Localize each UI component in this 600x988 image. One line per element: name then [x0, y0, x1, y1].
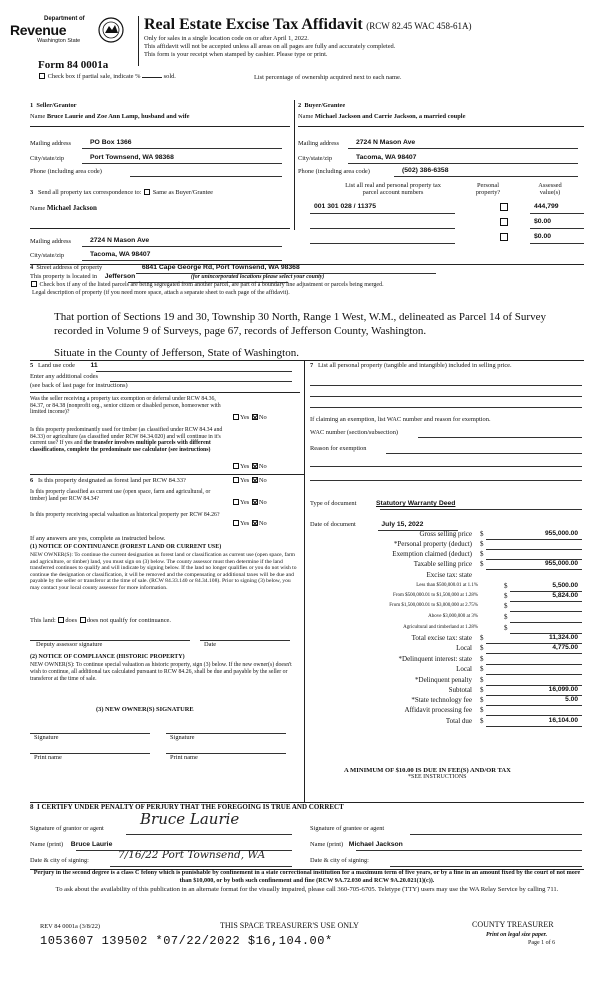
- header-note-1: Only for sales in a single location code on or after April 1, 2022.: [144, 35, 309, 42]
- tax-row-label: Total due: [445, 717, 472, 725]
- owner-print-label-1: Print name: [34, 754, 62, 761]
- situate-county[interactable]: Situate in the County of Jefferson, State of Washington.: [54, 347, 299, 359]
- partial-sale-checkbox[interactable]: [39, 73, 45, 79]
- tax-row-label: Gross selling price: [419, 530, 472, 538]
- tax-row: [306, 571, 584, 581]
- parcel-row: [310, 231, 585, 245]
- tax-row: [306, 530, 584, 540]
- street-label: Street address of property: [36, 264, 103, 271]
- no-label: No: [258, 463, 267, 470]
- grantor-name-value[interactable]: Bruce Laurie: [70, 841, 113, 848]
- tax-row: [306, 706, 584, 716]
- document-type-value[interactable]: Statutory Warranty Deed: [376, 500, 456, 507]
- form-title: [144, 16, 471, 34]
- yes-label: Yes: [240, 520, 250, 527]
- segregated-checkbox[interactable]: [31, 281, 37, 287]
- buyer-name-label: Name: [298, 113, 314, 120]
- notice-continuance-title: (1) NOTICE OF CONTINUANCE (FOREST LAND OR CURRENT USE): [30, 544, 222, 550]
- section3-city-label: City/state/zip: [30, 252, 65, 259]
- tax-correspondence-row: [30, 189, 213, 196]
- buyer-name-row: [298, 113, 465, 120]
- personal-property-checkbox[interactable]: [500, 203, 508, 211]
- timber-answer: [232, 463, 267, 470]
- section3-text: Send all property tax correspondence to:: [38, 189, 142, 196]
- tax-row-currency: $: [504, 582, 508, 590]
- tax-row-label: Local: [456, 665, 472, 673]
- perjury-warning: Perjury in the second degree is a class C felony which is punishable by confinement in a state correctional institution for a maximum term of five years, or by a fine in an amount fixed by the court of not more than $10,000, or by both such confinement and fine (RCW 9A.72.030 and RCW 9A.20.021(1)(c)).: [33, 869, 581, 884]
- current-use-answer: [232, 499, 267, 506]
- tax-row-label: Above $3,000,000 at 3%: [428, 614, 478, 619]
- partial-sold-label: sold.: [163, 73, 176, 80]
- timber-yes-checkbox[interactable]: [233, 463, 239, 469]
- tax-row: [306, 655, 584, 665]
- personal-property-checkbox[interactable]: [500, 218, 508, 226]
- does-checkbox[interactable]: [58, 617, 64, 623]
- notice-compliance-title: (2) NOTICE OF COMPLIANCE (HISTORIC PROPERTY): [30, 654, 185, 660]
- tax-row-value[interactable]: 4,775.00: [552, 644, 578, 651]
- street-value[interactable]: 6841 Cape George Rd, Port Townsend, WA 98368: [141, 264, 300, 271]
- tax-row: [306, 644, 584, 654]
- buyer-phone-value[interactable]: (502) 386-6358: [402, 167, 449, 174]
- section8-no: 8: [30, 803, 34, 811]
- tax-row: [306, 540, 584, 550]
- segregated-row: [30, 281, 384, 289]
- assessed-value[interactable]: 444,799: [534, 203, 559, 210]
- section3-name-label: Name: [30, 205, 46, 212]
- tax-row-label: Excise tax: state: [426, 571, 472, 579]
- deputy-signature-label: Deputy assessor signature: [36, 641, 103, 648]
- document-type-label: Type of document: [310, 500, 357, 507]
- buyer-city-label: City/state/zip: [298, 155, 333, 162]
- tax-row-label: *Delinquent penalty: [415, 676, 472, 684]
- tax-row: [306, 613, 584, 623]
- tax-row-currency: $: [480, 655, 484, 663]
- assessed-value[interactable]: $0.00: [534, 218, 552, 225]
- dept-line-3: Washington State: [37, 38, 81, 44]
- current-use-yes-checkbox[interactable]: [233, 499, 239, 505]
- current-use-no-checkbox[interactable]: [252, 499, 258, 505]
- form-title-text: Real Estate Excise Tax Affidavit: [144, 16, 363, 33]
- exemption-no-checkbox[interactable]: [252, 414, 258, 420]
- owner-signature-label-2: Signature: [170, 734, 195, 741]
- tax-row-currency: $: [480, 665, 484, 673]
- forest-no-checkbox[interactable]: [252, 477, 258, 483]
- located-value[interactable]: Jefferson: [104, 273, 136, 280]
- seller-mailing-label: Mailing address: [30, 140, 71, 147]
- minimum-due-note: A MINIMUM OF $10.00 IS DUE IN FEE(S) AND/OR TAX: [344, 767, 511, 774]
- notice-continuance-body: NEW OWNER(S): To continue the current designation as forest land or classification as current use (open space, farm and agriculture, or timber) land, you must sign on (3) below. The county assessor must then determine if the land transferred continues to qualify and will indicate by signing below. If the land no longer qualifies or you do not wish to continue the designation or classification, it will be removed and the compensating or additional taxes will be due and payable by the seller or transferor at the time of sale. (RCW 84.33.140 or 84.34.108). Prior to signing (3) below, you may contact your local county assessor for more information.: [30, 552, 297, 591]
- header-note-2: This affidavit will not be accepted unless all areas on all pages are fully and accurately completed.: [144, 43, 396, 50]
- tax-row: [306, 624, 584, 634]
- grantor-date-city-value[interactable]: 7/16/22 Port Townsend, WA: [118, 849, 266, 861]
- form-title-rcw: (RCW 82.45 WAC 458-61A): [366, 21, 472, 31]
- segregated-label: Check box if any of the listed parcels are being segregated from another parcel, are part of a boundary line adjustment or parcels being merged.: [39, 282, 384, 288]
- tax-row-label: Exemption claimed (deduct): [392, 550, 472, 558]
- section3-name-value[interactable]: Michael Jackson: [46, 204, 97, 212]
- tax-row-label: *Personal property (deduct): [393, 540, 472, 548]
- timber-question-text: Is this property predominantly used for timber (as classified under RCW 84.34 and 84.33) or agriculture (as classified under RCW 84.34.020) and will continue in it's current use? If yes and: [30, 427, 223, 447]
- section3-mailing-value[interactable]: 2724 N Mason Ave: [90, 237, 150, 244]
- no-label: No: [258, 414, 267, 421]
- deputy-date-label: Date: [204, 641, 217, 648]
- does-not-checkbox[interactable]: [80, 617, 86, 623]
- tax-row: [306, 592, 584, 602]
- land-use-value[interactable]: 11: [90, 362, 98, 369]
- seller-name-value[interactable]: Bruce Laurie and Zoe Ann Lamp, husband and wife: [46, 113, 190, 120]
- section3-no: 3: [30, 189, 34, 196]
- section3-name-row: [30, 204, 97, 212]
- form-number: Form 84 0001a: [38, 59, 109, 71]
- seller-heading-text: Seller/Grantor: [36, 102, 77, 109]
- buyer-heading: [298, 102, 345, 109]
- section5-no: 5: [30, 362, 34, 369]
- exemption-question: Was the seller receiving a property tax exemption or deferral under RCW 84.36, 84.37, or 84.38 (nonprofit org., senior citizen or disabled person, homeowner with limited income)?: [30, 396, 221, 416]
- forest-land-text: Is this property designated as forest land per RCW 84.33?: [38, 477, 186, 484]
- see-instructions-note: *SEE INSTRUCTIONS: [408, 774, 467, 780]
- timber-question-bold: the transfer involves multiple parcels with different classifications, complete the predominate use calculator (see instructions): [30, 440, 211, 453]
- historic-no-checkbox[interactable]: [252, 520, 258, 526]
- tax-row-currency: $: [480, 676, 484, 684]
- treasurer-receipt-stamp: 1053607 139502 *07/22/2022 $16,104.00*: [40, 934, 333, 948]
- tax-row-label: Affidavit processing fee: [404, 706, 472, 714]
- timber-question: [30, 427, 235, 454]
- tax-row: [306, 665, 584, 675]
- seller-phone-label: Phone (including area code): [30, 168, 102, 175]
- owner-signature-label-1: Signature: [34, 734, 59, 741]
- tax-row: [306, 560, 584, 570]
- yes-label: Yes: [240, 414, 250, 421]
- grantee-signature-label: Signature of grantee or agent: [310, 825, 385, 832]
- forest-land-answer: [232, 477, 267, 484]
- section6-no: 6: [30, 477, 34, 484]
- tax-row-value[interactable]: 5,500.00: [552, 582, 578, 589]
- tax-row-currency: $: [504, 602, 508, 610]
- exemption-answer: [232, 414, 267, 421]
- tax-row: [306, 676, 584, 686]
- parcel-row: [310, 216, 585, 230]
- tax-row-currency: $: [480, 634, 484, 642]
- county-treasurer: COUNTY TREASURER: [472, 920, 554, 929]
- parcel-header-1: List all real and personal property tax: [345, 182, 441, 189]
- yes-label: Yes: [240, 499, 250, 506]
- same-as-buyer-checkbox[interactable]: [144, 189, 150, 195]
- assessed-value[interactable]: $0.00: [534, 233, 552, 240]
- reason-exemption-label: Reason for exemption: [310, 445, 367, 452]
- land-use-label: Land use code: [38, 362, 75, 369]
- section7-text: List all personal property (tangible and intangible) included in selling price.: [318, 362, 512, 369]
- partial-sale-label: Check box if partial sale, indicate %: [47, 73, 141, 80]
- buyer-name-value[interactable]: Michael Jackson and Carrie Jackson, a married couple: [314, 113, 466, 120]
- personal-property-checkbox[interactable]: [500, 233, 508, 241]
- located-label: This property is located in: [30, 273, 98, 280]
- seller-city-value[interactable]: Port Townsend, WA 98368: [90, 154, 174, 161]
- exemption-claim-label: If claiming an exemption, list WAC number and reason for exemption.: [310, 416, 491, 423]
- tax-row-label: Total excise tax: state: [411, 634, 472, 642]
- tax-row-currency: $: [480, 717, 484, 725]
- this-land-row: [30, 617, 171, 624]
- grantor-date-city-label: Date & city of signing:: [30, 857, 89, 864]
- tax-row-value[interactable]: 16,099.00: [548, 686, 578, 693]
- wac-number-label: WAC number (section/subsection): [310, 429, 399, 436]
- does-label: does: [65, 617, 78, 624]
- located-row: [30, 273, 324, 281]
- tax-row-currency: $: [480, 550, 484, 558]
- tax-row-label: *Delinquent interest: state: [398, 655, 472, 663]
- tax-row-label: Agricultural and timberland at 1.28%: [403, 625, 478, 630]
- grantee-date-city-label: Date & city of signing:: [310, 857, 369, 864]
- personal-header-1: Personal: [476, 182, 499, 189]
- legal-description[interactable]: That portion of Sections 19 and 30, Township 30 North, Range 1 West, W.M., delineated as Parcel 14 of Survey recorded in Volume 9 of Surveys, page 67, records of Jefferson County, Washington.: [54, 311, 546, 338]
- see-back-label: (see back of last page for instructions): [30, 382, 128, 389]
- tax-row: [306, 686, 584, 696]
- tax-calculation: [306, 529, 584, 749]
- yes-label: Yes: [240, 477, 250, 484]
- historic-yes-checkbox[interactable]: [233, 520, 239, 526]
- seller-heading: [30, 102, 77, 109]
- parcel-number[interactable]: 001 301 028 / 11375: [314, 203, 376, 210]
- tax-row-currency: $: [480, 706, 484, 714]
- notice-compliance-body: NEW OWNER(S): To continue special valuation as historic property, sign (3) below. If the new owner(s) doesn't wish to continue, all additional tax calculated pursuant to RCW 84.26, shall be due and payable by the seller or transferor at the time of sale.: [30, 662, 292, 682]
- no-label: No: [258, 520, 267, 527]
- owner-print-label-2: Print name: [170, 754, 198, 761]
- tax-row-value[interactable]: 955,000.00: [544, 560, 578, 567]
- this-land-label: This land:: [30, 617, 56, 624]
- land-use-row: [30, 362, 98, 370]
- tax-row-value[interactable]: 5.00: [565, 696, 578, 703]
- street-address-row: [30, 264, 300, 272]
- historic-answer: [232, 520, 267, 527]
- accessibility-note: To ask about the availability of this publication in an alternate format for the visually impaired, please call 360-705-6705. Teletype (TTY) users may use the WA Relay Service by calling 711.: [55, 886, 559, 893]
- grantee-name-value[interactable]: Michael Jackson: [348, 841, 403, 848]
- tax-row-currency: $: [480, 696, 484, 704]
- tax-row-label: Less than $500,000.01 at 1.1%: [416, 583, 478, 588]
- treasurer-use-only: THIS SPACE TREASURER'S USE ONLY: [220, 921, 359, 930]
- document-date-row: [310, 521, 423, 529]
- forest-land-question: [30, 477, 186, 484]
- grantee-name-label: Name (print): [310, 841, 344, 848]
- yes-label: Yes: [240, 463, 250, 470]
- grantor-signature-label: Signature of grantor or agent: [30, 825, 104, 832]
- grantee-name-row: [310, 841, 403, 849]
- seller-name-row: [30, 113, 189, 120]
- buyer-heading-text: Buyer/Grantee: [304, 102, 346, 109]
- personal-property-row: [310, 362, 580, 369]
- tax-row-currency: $: [504, 613, 508, 621]
- if-yes-note: If any answers are yes, complete as instructed below.: [30, 535, 166, 542]
- certify-text: I CERTIFY UNDER PENALTY OF PERJURY THAT THE FOREGOING IS TRUE AND CORRECT: [37, 803, 344, 811]
- tax-row: [306, 582, 584, 592]
- legal-size-note: Print on legal size paper.: [486, 932, 548, 938]
- current-use-question: Is this property classified as current use (open space, farm and agricultural, or timber) land per RCW 84.34?: [30, 489, 211, 502]
- exemption-yes-checkbox[interactable]: [233, 414, 239, 420]
- tax-row-currency: $: [480, 560, 484, 568]
- tax-row-value[interactable]: 955,000.00: [544, 530, 578, 537]
- tax-row-label: *State technology fee: [411, 696, 472, 704]
- seller-name-label: Name: [30, 113, 46, 120]
- tax-row-label: Subtotal: [448, 686, 472, 694]
- personal-col-header: [470, 182, 506, 197]
- tax-row-value[interactable]: 5,824.00: [552, 592, 578, 599]
- tax-row-label: Taxable selling price: [413, 560, 472, 568]
- historic-question: Is this property receiving special valuation as historical property per RCW 84.26?: [30, 512, 220, 518]
- document-type-row: [310, 500, 455, 508]
- parcel-row: [310, 201, 585, 215]
- dept-line-2: Revenue: [10, 22, 67, 38]
- form-revision: REV 84 0001a (3/8/22): [40, 923, 101, 930]
- additional-codes-label: Enter any additional codes: [30, 373, 98, 380]
- section3-mailing-label: Mailing address: [30, 238, 71, 245]
- dor-logo: [10, 16, 128, 58]
- tax-row-currency: $: [480, 540, 484, 548]
- tax-row-label: Local: [456, 644, 472, 652]
- buyer-mailing-label: Mailing address: [298, 140, 339, 147]
- forest-yes-checkbox[interactable]: [233, 477, 239, 483]
- buyer-section-no: 2: [298, 102, 302, 109]
- grantor-name-row: [30, 841, 112, 849]
- buyer-mailing-value[interactable]: 2724 N Mason Ave: [356, 139, 416, 146]
- dept-line-1: Department of: [44, 16, 85, 22]
- buyer-phone-label: Phone (including area code): [298, 168, 370, 175]
- tax-row: [306, 602, 584, 612]
- section4-no: 4: [30, 264, 34, 271]
- personal-header-2: property?: [475, 189, 501, 197]
- section3-city-value[interactable]: Tacoma, WA 98407: [90, 251, 151, 258]
- tax-row-currency: $: [480, 686, 484, 694]
- unincorporated-note: (for unincorporated locations please select your county): [190, 274, 325, 280]
- header-note-3: This form is your receipt when stamped by cashier. Please type or print.: [144, 51, 328, 58]
- seller-city-label: City/state/zip: [30, 155, 65, 162]
- tax-row: [306, 550, 584, 560]
- grantor-name-label: Name (print): [30, 841, 64, 848]
- section7-no: 7: [310, 362, 314, 369]
- wa-state-seal-icon: [98, 17, 124, 43]
- no-label: No: [258, 499, 267, 506]
- tax-row-currency: $: [480, 530, 484, 538]
- parcel-col-header: [318, 182, 468, 197]
- tax-row-currency: $: [504, 624, 508, 632]
- assessed-header-2: value(s): [539, 189, 561, 197]
- grantor-signature[interactable]: Bruce Laurie: [140, 810, 240, 828]
- partial-sale-row: [38, 73, 176, 80]
- seller-mailing-value[interactable]: PO Box 1366: [90, 139, 132, 146]
- tax-row-currency: $: [504, 592, 508, 600]
- document-date-label: Date of document: [310, 521, 356, 528]
- tax-row-currency: $: [480, 644, 484, 652]
- ownership-note: List percentage of ownership acquired next to each name.: [254, 74, 402, 81]
- tax-row: [306, 634, 584, 644]
- document-date-value[interactable]: July 15, 2022: [381, 521, 424, 528]
- page-number: Page 1 of 6: [528, 940, 556, 946]
- same-as-buyer-label: Same as Buyer/Grantee: [152, 189, 214, 196]
- does-not-label: does not qualify for continuance.: [86, 617, 171, 624]
- no-label: No: [258, 477, 267, 484]
- buyer-city-value[interactable]: Tacoma, WA 98407: [356, 154, 417, 161]
- seller-section-no: 1: [30, 102, 34, 109]
- parcel-header-2: parcel account numbers: [362, 189, 424, 197]
- new-owner-signature-heading: (3) NEW OWNER(S) SIGNATURE: [96, 706, 194, 713]
- tax-row-value[interactable]: 11,324.00: [549, 634, 578, 641]
- tax-row-value[interactable]: 16,104.00: [548, 717, 578, 724]
- timber-no-checkbox[interactable]: [252, 463, 258, 469]
- tax-row-label: From $1,500,000.01 to $3,000,000 at 2.75%: [389, 603, 478, 608]
- legal-description-label: Legal description of property (if you need more space, attach a separate sheet to each page of the affidavit).: [32, 290, 290, 296]
- tax-row: [306, 717, 584, 727]
- assessed-col-header: [520, 182, 580, 197]
- assessed-header-1: Assessed: [538, 182, 562, 189]
- tax-row-label: From $500,000.01 to $1,500,000 at 1.28%: [393, 593, 478, 598]
- tax-row: [306, 696, 584, 706]
